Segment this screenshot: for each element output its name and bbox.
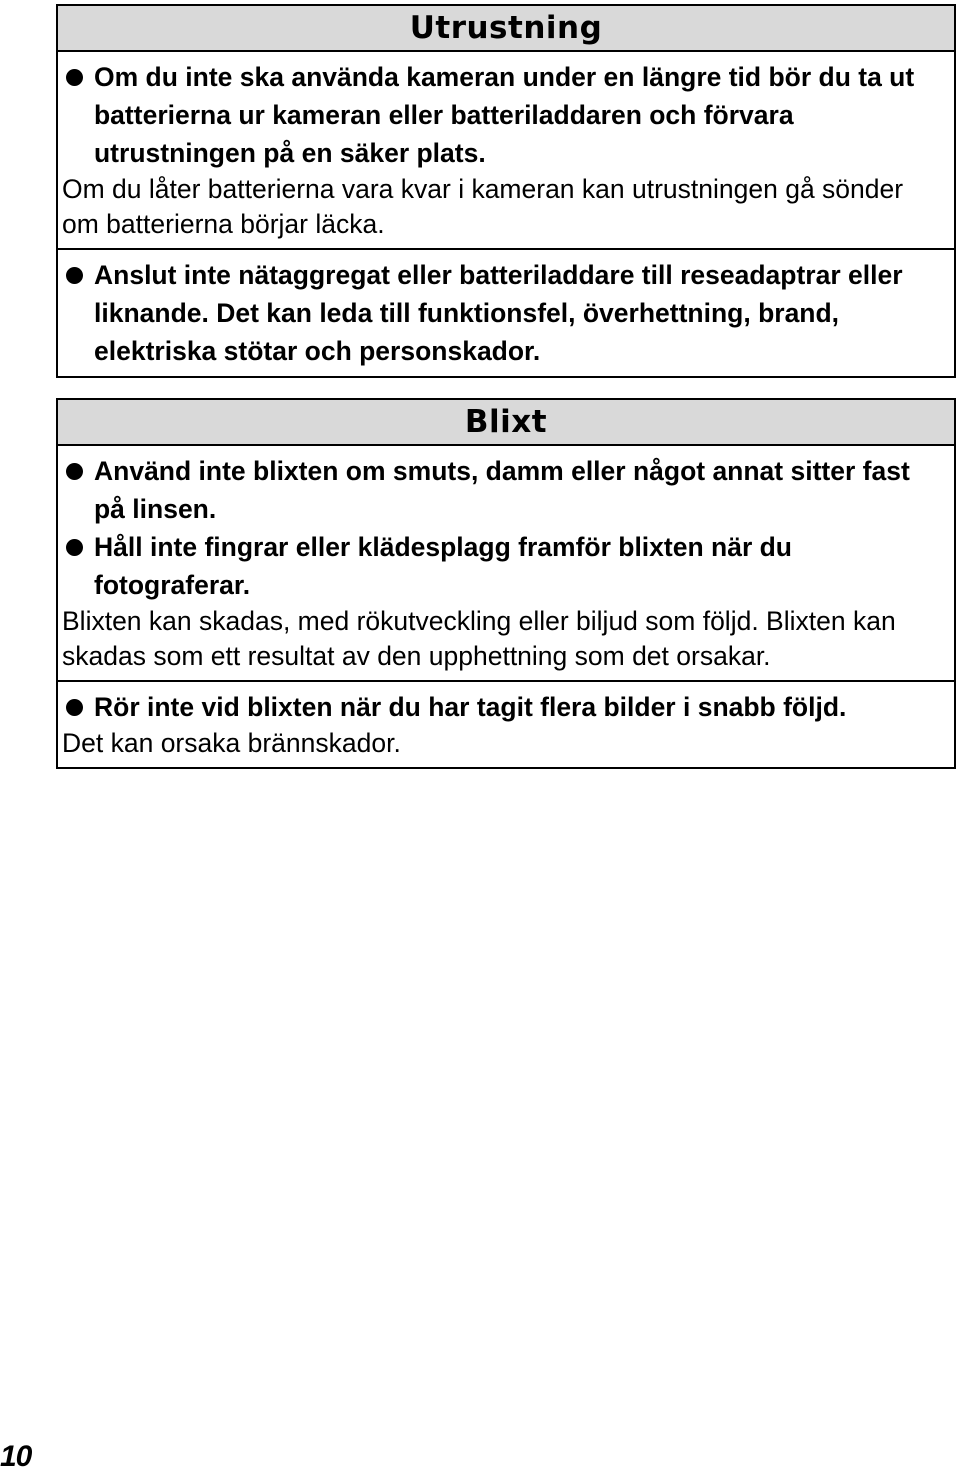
warning-bullet-text: Om du inte ska använda kameran under en längre tid bör du ta ut batterierna ur kameran eller batteriladdaren och förvara utrustningen på en säker plats. <box>94 62 915 168</box>
warning-item <box>58 446 954 680</box>
warning-note: Det kan orsaka brännskador. <box>62 728 401 758</box>
warning-bullet-text: Håll inte fingrar eller klädesplagg framför blixten när du fotograferar. <box>94 532 792 600</box>
warning-bullet-text: Använd inte blixten om smuts, damm eller något annat sitter fast på linsen. <box>94 456 910 524</box>
warning-bullet-text: Rör inte vid blixten när du har tagit flera bilder i snabb följd. <box>94 692 847 722</box>
section-utrustning <box>56 4 956 378</box>
warning-bullet <box>62 58 946 172</box>
bullet-dot-icon <box>66 699 83 716</box>
warning-item <box>58 52 954 248</box>
bullet-dot-icon <box>66 463 83 480</box>
bullet-dot-icon <box>66 69 83 86</box>
warning-bullet <box>62 452 946 528</box>
warning-bullet <box>62 256 946 370</box>
section-blixt <box>56 398 956 769</box>
warning-item <box>58 248 954 376</box>
bullet-dot-icon <box>66 539 83 556</box>
bullet-dot-icon <box>66 267 83 284</box>
warning-note: Blixten kan skadas, med rökutveckling eller biljud som följd. Blixten kan skadas som ett resultat av den upphettning som det orsakar. <box>62 606 896 671</box>
warning-bullet <box>62 528 946 604</box>
warning-note: Om du låter batterierna vara kvar i kameran kan utrustningen gå sönder om batterierna börjar läcka. <box>62 174 904 239</box>
warning-item <box>58 680 954 767</box>
page-number: 10 <box>0 1440 32 1473</box>
warning-bullet <box>62 688 946 726</box>
warning-bullet-text: Anslut inte nätaggregat eller batteriladdare till reseadaptrar eller liknande. Det kan leda till funktionsfel, överhettning, brand, elektriska stötar och personskador. <box>94 260 903 366</box>
section-title: Blixt <box>58 400 954 446</box>
section-title: Utrustning <box>58 6 954 52</box>
